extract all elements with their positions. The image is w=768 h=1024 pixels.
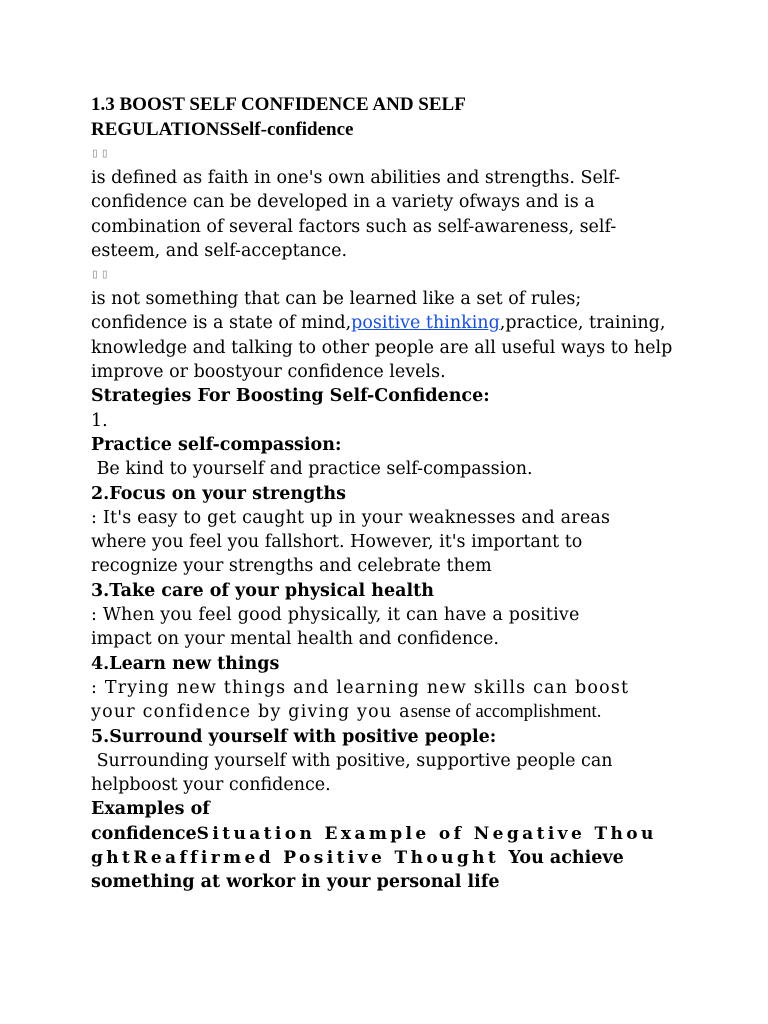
item1-number: 1. xyxy=(91,410,108,431)
examples-line-3 xyxy=(91,846,691,870)
para1-line-3: combination of several factors such as self-awareness, self- xyxy=(91,216,617,237)
item2-line-3: recognize your strengths and celebrate them xyxy=(91,556,492,577)
item5-title: 5.Surround yourself with positive people: xyxy=(91,726,497,747)
document-page xyxy=(91,93,691,895)
para2-line-2 xyxy=(91,311,691,335)
item4-text: sense of accomplishment. xyxy=(410,702,602,723)
missing-glyph-placeholder: ▯▯ xyxy=(91,267,111,283)
examples-line-4: something at workor in your personal life xyxy=(91,872,500,893)
para2-line-1: is not something that can be learned like a set of rules; xyxy=(91,289,582,310)
item4-line-2 xyxy=(91,700,691,724)
item2-line-1: : It's easy to get caught up in your weaknesses and areas xyxy=(91,507,611,528)
item4-text: your confidence by giving you a xyxy=(91,702,411,723)
examples-table-text: Situation Example of Negative Thou xyxy=(196,823,657,844)
item3-line-2: impact on your mental health and confidence. xyxy=(91,629,499,650)
item3-title: 3.Take care of your physical health xyxy=(91,580,434,601)
missing-glyph-placeholder: ▯▯ xyxy=(91,146,111,161)
examples-text: confidence xyxy=(91,823,197,844)
item5-line-2: helpboost your confidence. xyxy=(91,775,331,796)
examples-text: You achieve xyxy=(508,848,624,869)
para1-line-2: confidence can be developed in a variety ofways and is a xyxy=(91,192,595,213)
item3-line-1: : When you feel good physically, it can have a positive xyxy=(91,605,580,626)
para2-text: confidence is a state of mind, xyxy=(91,313,352,334)
examples-line-1: Examples of xyxy=(91,799,210,820)
para2-line-3: knowledge and talking to other people are all useful ways to help xyxy=(91,337,673,358)
examples-table-text: ghtReaffirmed Positive Thought xyxy=(91,848,509,869)
item5-line-1: Surrounding yourself with positive, supportive people can xyxy=(91,750,613,771)
item2-line-2: where you feel you fallshort. However, it's important to xyxy=(91,532,583,553)
para2-line-4: improve or boostyour confidence levels. xyxy=(91,362,446,383)
para1-line-1: is defined as faith in one's own abilities and strengths. Self- xyxy=(91,168,621,188)
item4-line-1: : Trying new things and learning new skills can boost xyxy=(91,677,630,698)
positive-thinking-link[interactable]: positive thinking xyxy=(351,313,500,334)
section-heading-line-1: 1.3 BOOST SELF CONFIDENCE AND SELF xyxy=(91,94,466,115)
para1-line-4: esteem, and self-acceptance. xyxy=(91,240,348,261)
item1-title: Practice self-compassion: xyxy=(91,434,342,455)
examples-line-2 xyxy=(91,822,691,846)
item4-title: 4.Learn new things xyxy=(91,653,280,674)
item2-title: 2.Focus on your strengths xyxy=(91,483,347,504)
para2-text: ,practice, training, xyxy=(499,313,666,334)
item1-text: Be kind to yourself and practice self-compassion. xyxy=(91,459,533,480)
section-heading-line-2: REGULATIONSSelf-confidence xyxy=(91,118,354,140)
strategies-heading: Strategies For Boosting Self-Confidence: xyxy=(91,386,490,407)
